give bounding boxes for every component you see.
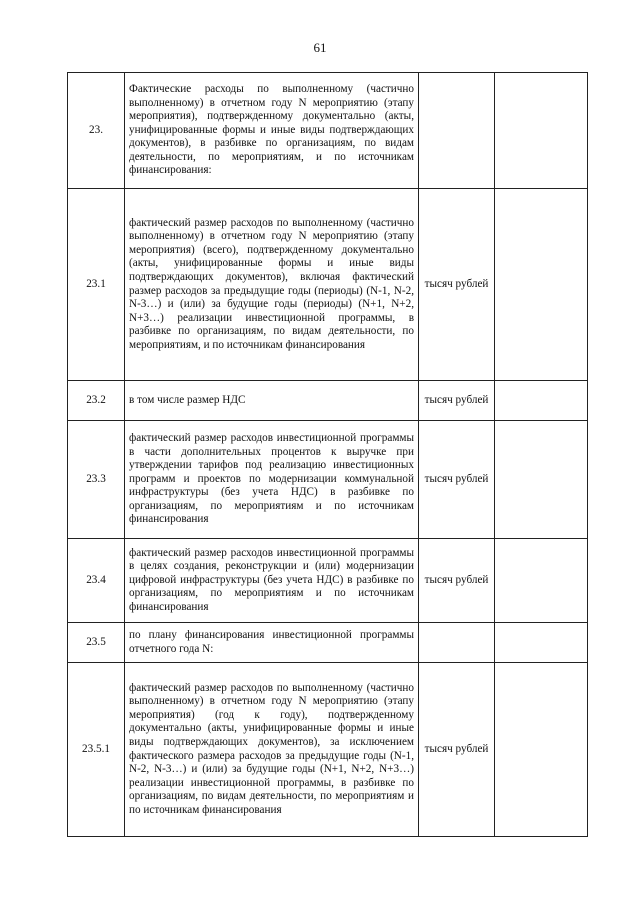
row-number: 23.5.1: [68, 663, 125, 837]
table-row: [68, 623, 588, 663]
row-unit: тысяч рублей: [419, 189, 495, 381]
row-unit: [419, 73, 495, 189]
row-unit: тысяч рублей: [419, 539, 495, 623]
row-description: в том числе размер НДС: [125, 381, 419, 421]
row-value: [495, 539, 588, 623]
row-number: 23.4: [68, 539, 125, 623]
table-row: [68, 73, 588, 189]
row-value: [495, 421, 588, 539]
row-value: [495, 73, 588, 189]
row-value: [495, 623, 588, 663]
row-number: 23.3: [68, 421, 125, 539]
row-unit: тысяч рублей: [419, 381, 495, 421]
row-value: [495, 189, 588, 381]
row-description: Фактические расходы по выполненному (частично выполненному) в отчетном году N мероприятию (этапу мероприятия), подтвержденному документально (акты, унифицированные формы и иные виды подтверждающих документов), в разбивке по организациям, по видам деятельности, по мероприятиям, и по источникам финансирования:: [125, 73, 419, 189]
table-row: [68, 663, 588, 837]
table-row: [68, 421, 588, 539]
row-unit: [419, 623, 495, 663]
page-number: 61: [313, 40, 327, 55]
row-description: фактический размер расходов инвестиционной программы в части дополнительных процентов к выручке при утверждении тарифов под реализацию инвестиционных программ и проектов по модернизации коммунальной инфраструктуры (без учета НДС) в разбивке по организациям, по мероприятиям и по источникам финансирования: [125, 421, 419, 539]
row-number: 23.: [68, 73, 125, 189]
row-description: фактический размер расходов по выполненному (частично выполненному) в отчетном году N мероприятию (этапу мероприятия) (год к году), подтвержденному документально (акты, унифицированные формы и иные виды подтверждающих документов), за исключением фактического размера расходов за предыдущие годы (N-1, N-2, N-3…) и (или) за будущие годы (N+1, N+2, N+3…) реализации инвестиционной программы, в разбивке по организациям, по видам деятельности, по мероприятиям и по источникам финансирования: [125, 663, 419, 837]
row-unit: тысяч рублей: [419, 663, 495, 837]
indicators-table: [67, 72, 588, 837]
row-description: фактический размер расходов инвестиционной программы в целях создания, реконструкции и (или) модернизации цифровой инфраструктуры (без учета НДС) в разбивке по организациям, по мероприятиям и по источникам финансирования: [125, 539, 419, 623]
table-row: [68, 381, 588, 421]
row-description: по плану финансирования инвестиционной программы отчетного года N:: [125, 623, 419, 663]
row-unit: тысяч рублей: [419, 421, 495, 539]
table-row: [68, 539, 588, 623]
row-number: 23.2: [68, 381, 125, 421]
table-row: [68, 189, 588, 381]
row-value: [495, 381, 588, 421]
row-value: [495, 663, 588, 837]
row-number: 23.5: [68, 623, 125, 663]
row-number: 23.1: [68, 189, 125, 381]
row-description: фактический размер расходов по выполненному (частично выполненному) в отчетном году N мероприятию (этапу мероприятия) (всего), подтвержденному документально (акты, унифицированные формы и иные виды подтверждающих документов), включая фактический размер расходов за предыдущие годы (периоды) (N-1, N-2, N-3…) и (или) за будущие годы (периоды) (N+1, N+2, N+3…) реализации инвестиционной программы, в разбивке по организациям, по видам деятельности, по мероприятиям, и по источникам финансирования: [125, 189, 419, 381]
